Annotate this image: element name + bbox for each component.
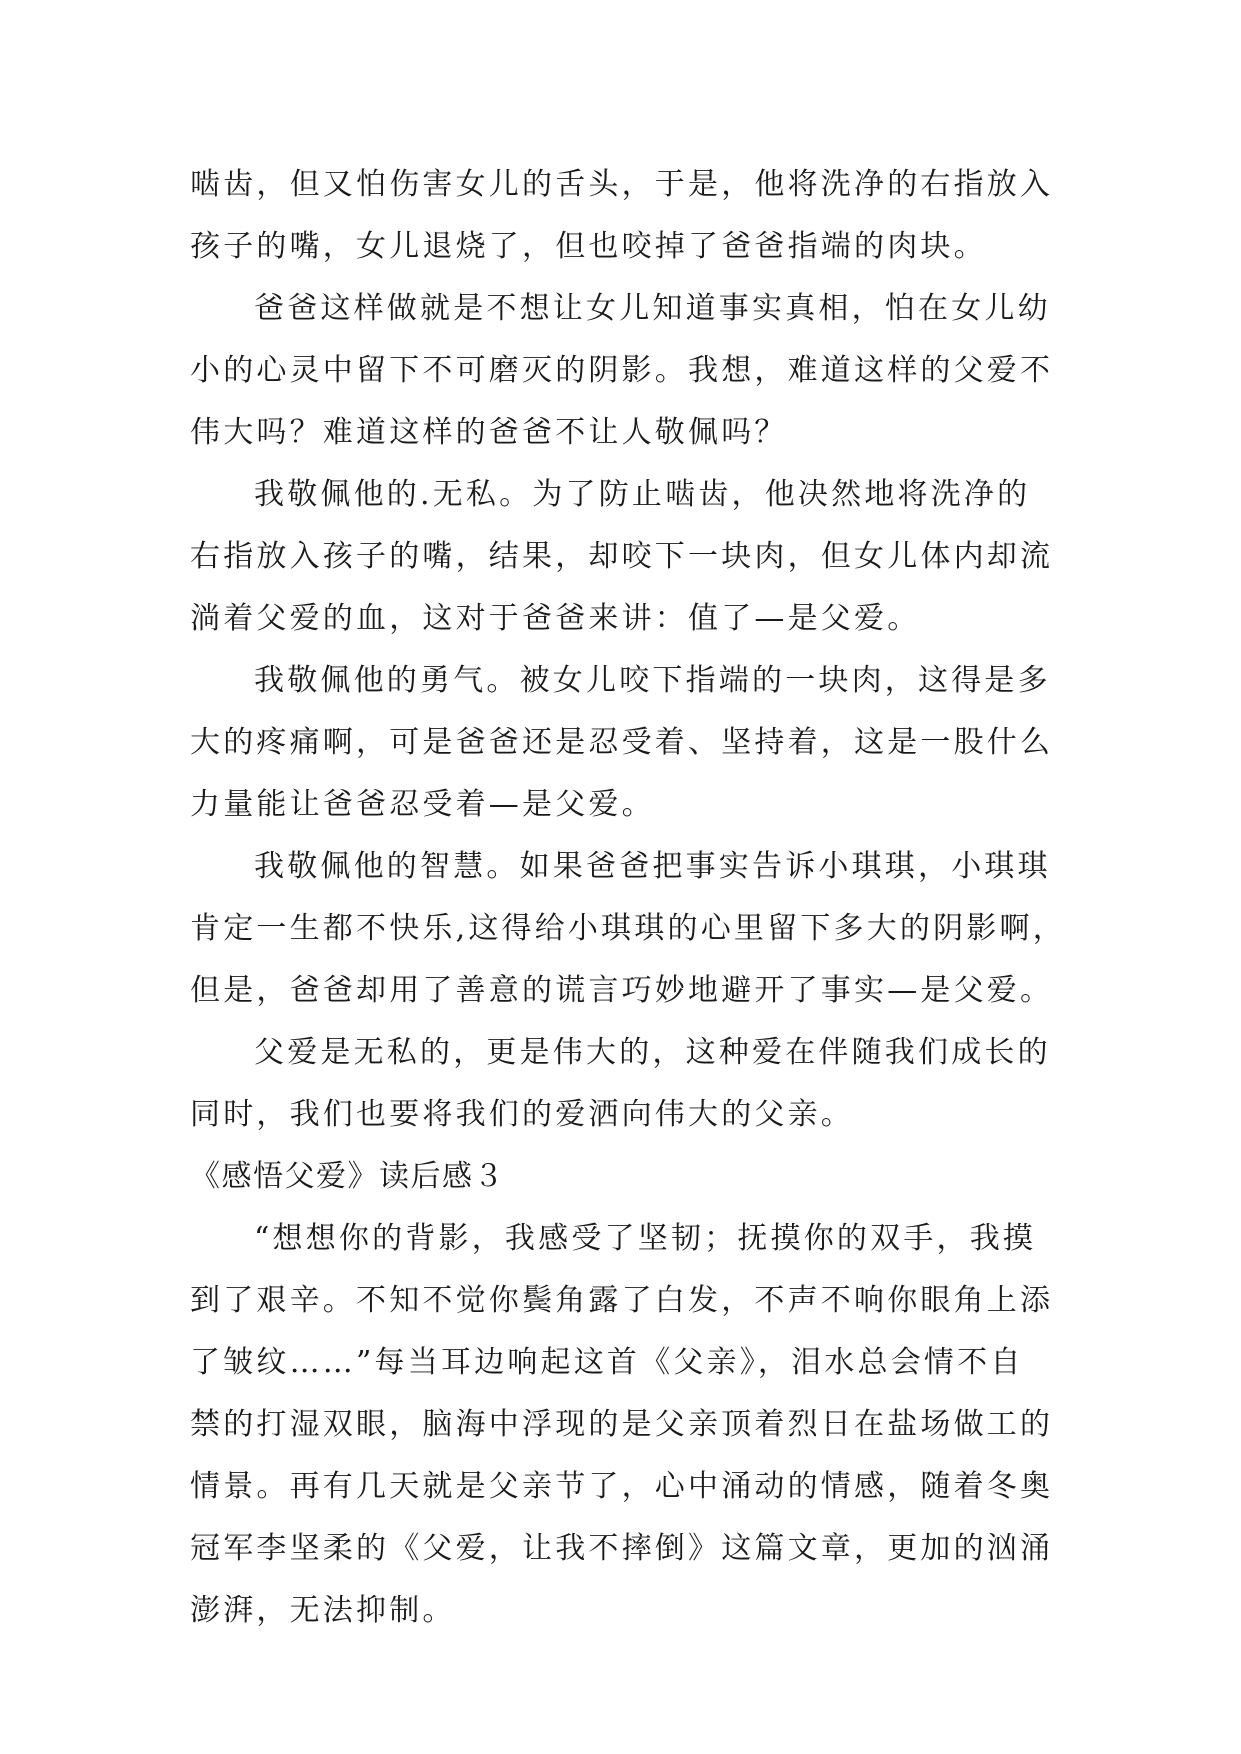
paragraph-line: 孩子的嘴，女儿退烧了，但也咬掉了爸爸指端的肉块。 (190, 229, 987, 264)
paragraph-line: 我敬佩他的勇气。被女儿咬下指端的一块肉，这得是多 (254, 663, 1051, 698)
paragraph-line: 右指放入孩子的嘴，结果，却咬下一块肉，但女儿体内却流 (190, 539, 1054, 574)
paragraph-line: 小的心灵中留下不可磨灭的阴影。我想，难道这样的父爱不 (190, 353, 1054, 388)
paragraph-line: 父爱是无私的，更是伟大的，这种爱在伴随我们成长的 (254, 1035, 1051, 1070)
paragraph-line: 情景。再有几天就是父亲节了，心中涌动的情感，随着冬奥 (190, 1469, 1054, 1504)
article-body (190, 154, 1070, 1642)
paragraph-line: 我敬佩他的.无私。为了防止啮齿，他决然地将洗净的 (254, 477, 1031, 512)
paragraph-line: 我敬佩他的智慧。如果爸爸把事实告诉小琪琪，小琪琪 (254, 849, 1051, 884)
paragraph-line: 肯定一生都不快乐,这得给小琪琪的心里留下多大的阴影啊， (190, 911, 1066, 946)
paragraph-line: 到了艰辛。不知不觉你鬓角露了白发，不声不响你眼角上添 (190, 1283, 1054, 1318)
paragraph-line: 爸爸这样做就是不想让女儿知道事实真相，怕在女儿幼 (254, 291, 1051, 326)
paragraph-line: 澎湃，无法抑制。 (190, 1593, 456, 1628)
paragraph-line: 冠军李坚柔的《父爱，让我不摔倒》这篇文章，更加的汹涌 (190, 1531, 1054, 1566)
paragraph-line: 力量能让爸爸忍受着—是父爱。 (190, 787, 655, 822)
paragraph-line: “想想你的背影，我感受了坚韧；抚摸你的双手，我摸 (254, 1221, 1037, 1256)
section-heading: 《感悟父爱》读后感３ (190, 1159, 505, 1194)
paragraph-line: 淌着父爱的血，这对于爸爸来讲：值了—是父爱。 (190, 601, 921, 636)
paragraph-line: 啮齿，但又怕伤害女儿的舌头，于是，他将洗净的右指放入 (190, 167, 1054, 202)
paragraph-line: 但是，爸爸却用了善意的谎言巧妙地避开了事实—是父爱。 (190, 973, 1054, 1008)
paragraph-line: 伟大吗？难道这样的爸爸不让人敬佩吗？ (190, 415, 788, 450)
paragraph-line: 了皱纹……”每当耳边响起这首《父亲》，泪水总会情不自 (190, 1345, 1024, 1380)
paragraph-line: 禁的打湿双眼，脑海中浮现的是父亲顶着烈日在盐场做工的 (190, 1407, 1054, 1442)
paragraph-line: 大的疼痛啊，可是爸爸还是忍受着、坚持着，这是一股什么 (190, 725, 1054, 760)
paragraph-line: 同时，我们也要将我们的爱洒向伟大的父亲。 (190, 1097, 854, 1132)
